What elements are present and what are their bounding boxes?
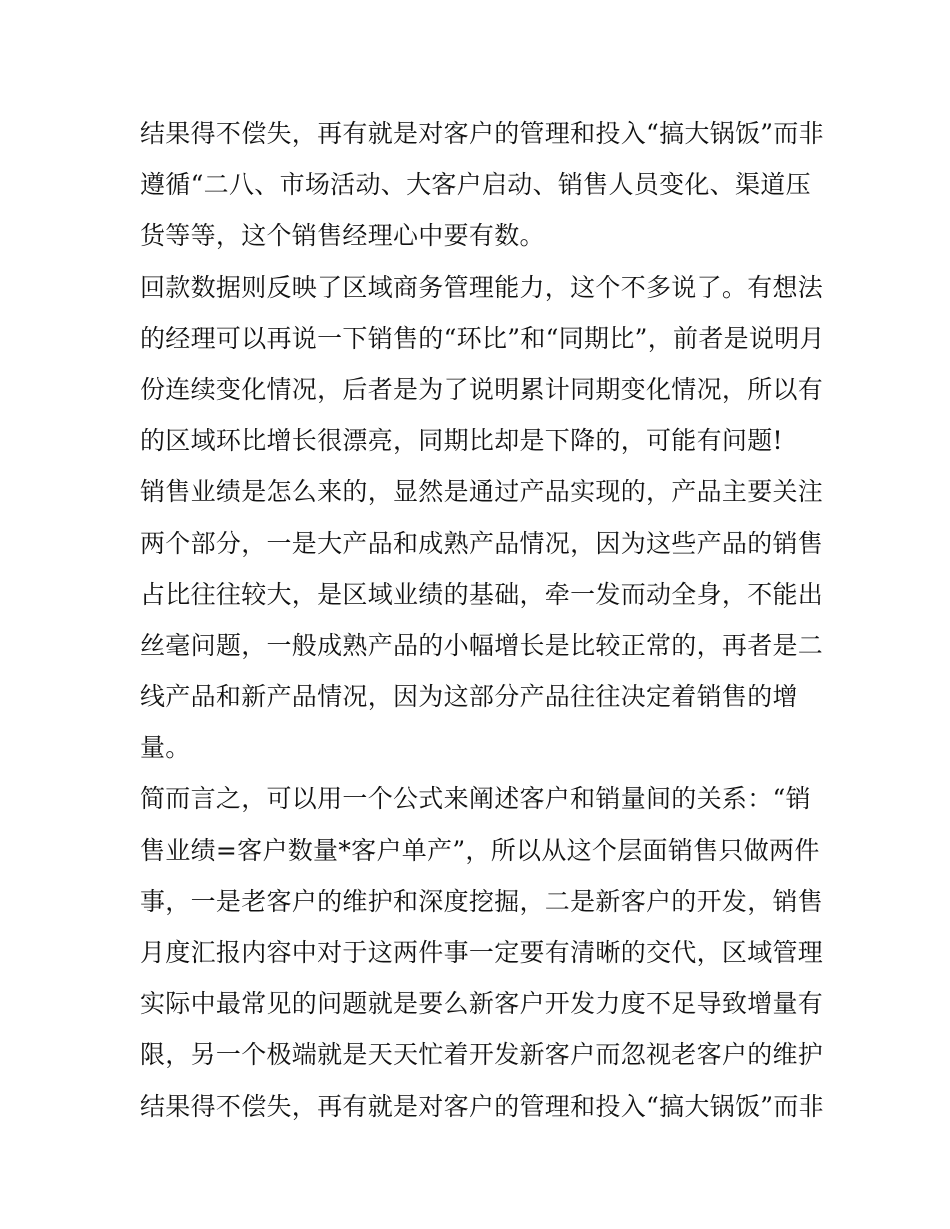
text-line: 限，另一个极端就是天天忙着开发新客户而忽视老客户的维护 — [140, 1040, 824, 1070]
text-line: 占比往往较大，是区域业绩的基础，牵一发而动全身，不能出 — [140, 579, 824, 609]
text-line: 丝毫问题，一般成熟产品的小幅增长是比较正常的，再者是二 — [140, 630, 824, 660]
text-line: 线产品和新产品情况，因为这部分产品往往决定着销售的增 — [140, 682, 798, 712]
text-line: 销售业绩是怎么来的，显然是通过产品实现的，产品主要关注 — [140, 477, 824, 507]
text-line: 量。 — [140, 733, 191, 763]
text-line: 简而言之，可以用一个公式来阐述客户和销量间的关系：“销 — [140, 784, 811, 814]
text-line: 结果得不偿失，再有就是对客户的管理和投入“搞大锅饭”而非 — [140, 1091, 824, 1121]
text-line: 的区域环比增长很漂亮，同期比却是下降的，可能有问题! — [140, 426, 783, 456]
text-line: 的经理可以再说一下销售的“环比”和“同期比”，前者是说明月 — [140, 323, 825, 353]
text-line: 月度汇报内容中对于这两件事一定要有清晰的交代，区域管理 — [140, 938, 824, 967]
text-line: 货等等，这个销售经理心中要有数。 — [140, 221, 545, 251]
text-line: 结果得不偿失，再有就是对客户的管理和投入“搞大锅饭”而非 — [140, 119, 824, 148]
text-line: 回款数据则反映了区域商务管理能力，这个不多说了。有想法 — [140, 272, 824, 302]
body-text — [140, 108, 825, 1132]
text-line: 遵循“二八、市场活动、大客户启动、销售人员变化、渠道压 — [140, 170, 811, 200]
text-line: 两个部分，一是大产品和成熟产品情况，因为这些产品的销售 — [140, 528, 824, 558]
text-line: 售业绩=客户数量*客户单产”，所以从这个层面销售只做两件 — [140, 835, 820, 865]
text-line: 份连续变化情况，后者是为了说明累计同期变化情况，所以有 — [140, 374, 824, 404]
text-line: 实际中最常见的问题就是要么新客户开发力度不足导致增量有 — [140, 989, 824, 1019]
text-line: 事，一是老客户的维护和深度挖掘，二是新客户的开发，销售 — [140, 886, 824, 916]
